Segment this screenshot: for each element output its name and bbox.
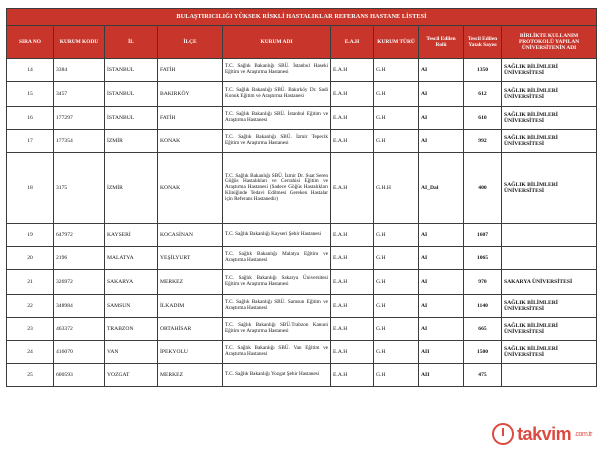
cell-adi: T.C. Sağlık Bakanlığı SBÜ.Trabzon Kanuni Eğitim ve Araştırma Hastanesi	[223, 318, 331, 341]
cell-univ: SAĞLIK BİLİMLERİ ÜNİVERSİTESİ	[502, 295, 597, 318]
cell-sira: 16	[7, 107, 54, 130]
cell-kod: 348984	[54, 295, 105, 318]
cell-eah: E.A.H	[331, 107, 374, 130]
cell-sira: 15	[7, 82, 54, 107]
cell-tur: G.H	[374, 364, 419, 387]
cell-univ: SAĞLIK BİLİMLERİ ÜNİVERSİTESİ	[502, 341, 597, 364]
cell-tur: G.H	[374, 224, 419, 247]
table-row	[7, 82, 597, 107]
clock-logo-icon	[492, 423, 514, 445]
table-row	[7, 224, 597, 247]
table-row	[7, 295, 597, 318]
takvim-watermark	[492, 423, 592, 445]
cell-univ	[502, 224, 597, 247]
cell-yatak: 1350	[464, 59, 502, 82]
cell-adi: T.C. Sağlık Bakanlığı Yozgat Şehir Hastanesi	[223, 364, 331, 387]
header-rol: Tescil Edilen Rolü	[419, 26, 464, 59]
header-kod: KURUM KODU	[54, 26, 105, 59]
cell-ilce: İPEKYOLU	[158, 341, 223, 364]
cell-tur: G.H	[374, 82, 419, 107]
cell-adi: T.C. Sağlık Bakanlığı SBÜ. İstanbul Eğitim ve Araştırma Hastanesi	[223, 107, 331, 130]
cell-yatak: 1607	[464, 224, 502, 247]
cell-kod: 600593	[54, 364, 105, 387]
cell-tur: G.H	[374, 270, 419, 295]
cell-eah: E.A.H	[331, 247, 374, 270]
cell-rol: AI	[419, 224, 464, 247]
cell-adi: T.C. Sağlık Bakanlığı Kayseri Şehir Hastanesi	[223, 224, 331, 247]
cell-rol: AI	[419, 295, 464, 318]
cell-ilce: BAKIRKÖY	[158, 82, 223, 107]
cell-tur: G.H	[374, 107, 419, 130]
watermark-text: takvim	[517, 423, 572, 444]
cell-sira: 14	[7, 59, 54, 82]
cell-kod: 3175	[54, 153, 105, 224]
header-sira: SIRA NO	[7, 26, 54, 59]
cell-kod: 3384	[54, 59, 105, 82]
cell-yatak: 992	[464, 130, 502, 153]
cell-univ: SAĞLIK BİLİMLERİ ÜNİVERSİTESİ	[502, 153, 597, 224]
cell-il: İZMİR	[105, 153, 158, 224]
cell-univ	[502, 364, 597, 387]
cell-adi: T.C. Sağlık Bakanlığı SBÜ. Van Eğitim ve Araştırma Hastanesi	[223, 341, 331, 364]
cell-sira: 17	[7, 130, 54, 153]
cell-tur: G.H	[374, 130, 419, 153]
cell-eah: E.A.H	[331, 82, 374, 107]
cell-eah: E.A.H	[331, 318, 374, 341]
hospital-list-document	[6, 8, 596, 387]
cell-univ: SAĞLIK BİLİMLERİ ÜNİVERSİTESİ	[502, 318, 597, 341]
table-row	[7, 270, 597, 295]
cell-ilce: KOCASİNAN	[158, 224, 223, 247]
cell-kod: 647972	[54, 224, 105, 247]
cell-kod: 2196	[54, 247, 105, 270]
cell-sira: 19	[7, 224, 54, 247]
table-row	[7, 130, 597, 153]
referral-hospital-table	[6, 8, 597, 387]
cell-kod: 326972	[54, 270, 105, 295]
cell-rol: AII	[419, 364, 464, 387]
cell-kod: 177297	[54, 107, 105, 130]
table-row	[7, 318, 597, 341]
cell-eah: E.A.H	[331, 341, 374, 364]
cell-ilce: MERKEZ	[158, 364, 223, 387]
cell-eah: E.A.H	[331, 224, 374, 247]
cell-il: İSTANBUL	[105, 107, 158, 130]
table-row	[7, 364, 597, 387]
cell-ilce: İLKADIM	[158, 295, 223, 318]
cell-tur: G.H.H	[374, 153, 419, 224]
watermark-suffix: .com.tr	[574, 430, 592, 438]
header-adi: KURUM ADI	[223, 26, 331, 59]
cell-tur: G.H	[374, 59, 419, 82]
cell-tur: G.H	[374, 295, 419, 318]
cell-il: VAN	[105, 341, 158, 364]
cell-tur: G.H	[374, 318, 419, 341]
cell-tur: G.H	[374, 341, 419, 364]
cell-sira: 23	[7, 318, 54, 341]
cell-rol: AI	[419, 270, 464, 295]
cell-il: İSTANBUL	[105, 82, 158, 107]
table-row	[7, 341, 597, 364]
cell-univ: SAĞLIK BİLİMLERİ ÜNİVERSİTESİ	[502, 130, 597, 153]
cell-il: SAMSUN	[105, 295, 158, 318]
cell-yatak: 475	[464, 364, 502, 387]
header-yatak: Tescil Edilen Yatak Sayısı	[464, 26, 502, 59]
cell-univ: SAĞLIK BİLİMLERİ ÜNİVERSİTESİ	[502, 107, 597, 130]
cell-kod: 416070	[54, 341, 105, 364]
cell-il: İZMİR	[105, 130, 158, 153]
cell-rol: AI	[419, 130, 464, 153]
cell-rol: AI	[419, 82, 464, 107]
cell-yatak: 400	[464, 153, 502, 224]
cell-adi: T.C. Sağlık Bakanlığı SBÜ. İstanbul Haseki Eğitim ve Araştırma Hastanesi	[223, 59, 331, 82]
header-row	[7, 26, 597, 59]
cell-rol: AI	[419, 107, 464, 130]
cell-univ: SAKARYA ÜNİVERSİTESİ	[502, 270, 597, 295]
cell-sira: 25	[7, 364, 54, 387]
header-ilce: İLÇE	[158, 26, 223, 59]
header-il: İL	[105, 26, 158, 59]
cell-sira: 21	[7, 270, 54, 295]
cell-ilce: KONAK	[158, 153, 223, 224]
header-tur: KURUM TÜRÜ	[374, 26, 419, 59]
cell-rol: AII	[419, 341, 464, 364]
cell-yatak: 610	[464, 107, 502, 130]
cell-eah: E.A.H	[331, 270, 374, 295]
cell-eah: E.A.H	[331, 295, 374, 318]
cell-yatak: 970	[464, 270, 502, 295]
cell-univ: SAĞLIK BİLİMLERİ ÜNİVERSİTESİ	[502, 59, 597, 82]
table-row	[7, 153, 597, 224]
cell-univ	[502, 247, 597, 270]
cell-il: MALATYA	[105, 247, 158, 270]
cell-il: İSTANBUL	[105, 59, 158, 82]
cell-sira: 22	[7, 295, 54, 318]
cell-ilce: FATİH	[158, 107, 223, 130]
header-eah: E.A.H	[331, 26, 374, 59]
cell-adi: T.C. Sağlık Bakanlığı Sakarya Üniversitesi Eğitim ve Araştırma Hastanesi	[223, 270, 331, 295]
cell-kod: 3457	[54, 82, 105, 107]
table-row	[7, 107, 597, 130]
cell-sira: 20	[7, 247, 54, 270]
cell-adi: T.C. Sağlık Bakanlığı SBÜ. Bakırköy Dr. Sadi Konuk Eğitim ve Araştırma Hastanesi	[223, 82, 331, 107]
cell-ilce: FATİH	[158, 59, 223, 82]
cell-rol: AI	[419, 59, 464, 82]
table-row	[7, 247, 597, 270]
cell-rol: AI	[419, 247, 464, 270]
cell-kod: 463372	[54, 318, 105, 341]
cell-adi: T.C. Sağlık Bakanlığı SBÜ. İzmir Dr. Suat Seren Göğüs Hastalıkları ve Cerrahisi Eğitim ve Araştırma Hastanesi (Sadece Göğüs Hastalıkları Kliniğinde Tedavi Edilmesi Gereken Hastalar için Referans Hastanedir)	[223, 153, 331, 224]
cell-yatak: 1500	[464, 341, 502, 364]
cell-yatak: 1140	[464, 295, 502, 318]
cell-eah: E.A.H	[331, 153, 374, 224]
table-row	[7, 59, 597, 82]
cell-il: SAKARYA	[105, 270, 158, 295]
cell-ilce: ORTAHİSAR	[158, 318, 223, 341]
cell-yatak: 1065	[464, 247, 502, 270]
cell-ilce: KONAK	[158, 130, 223, 153]
cell-yatak: 612	[464, 82, 502, 107]
cell-ilce: YEŞİLYURT	[158, 247, 223, 270]
cell-sira: 18	[7, 153, 54, 224]
cell-ilce: MERKEZ	[158, 270, 223, 295]
cell-il: TRABZON	[105, 318, 158, 341]
cell-univ: SAĞLIK BİLİMLERİ ÜNİVERSİTESİ	[502, 82, 597, 107]
cell-adi: T.C. Sağlık Bakanlığı SBÜ. İzmir Tepecik Eğitim ve Araştırma Hastanesi	[223, 130, 331, 153]
cell-il: YOZGAT	[105, 364, 158, 387]
cell-rol: AI	[419, 318, 464, 341]
cell-eah: E.A.H	[331, 130, 374, 153]
cell-sira: 24	[7, 341, 54, 364]
cell-yatak: 665	[464, 318, 502, 341]
cell-eah: E.A.H	[331, 364, 374, 387]
cell-tur: G.H	[374, 247, 419, 270]
cell-eah: E.A.H	[331, 59, 374, 82]
cell-rol: AI_Dal	[419, 153, 464, 224]
header-univ: BİRLİKTE KULLANIM PROTOKOLÜ YAPILAN ÜNİVERSİTENİN ADI	[502, 26, 597, 59]
cell-kod: 177354	[54, 130, 105, 153]
cell-adi: T.C. Sağlık Bakanlığı SBÜ. Samsun Eğitim ve Araştırma Hastanesi	[223, 295, 331, 318]
table-title: BULAŞTIRICILIĞI YÜKSEK RİSKLİ HASTALIKLAR REFERANS HASTANE LİSTESİ	[7, 9, 597, 26]
cell-adi: T.C. Sağlık Bakanlığı Malatya Eğitim ve Araştırma Hastanesi	[223, 247, 331, 270]
cell-il: KAYSERİ	[105, 224, 158, 247]
